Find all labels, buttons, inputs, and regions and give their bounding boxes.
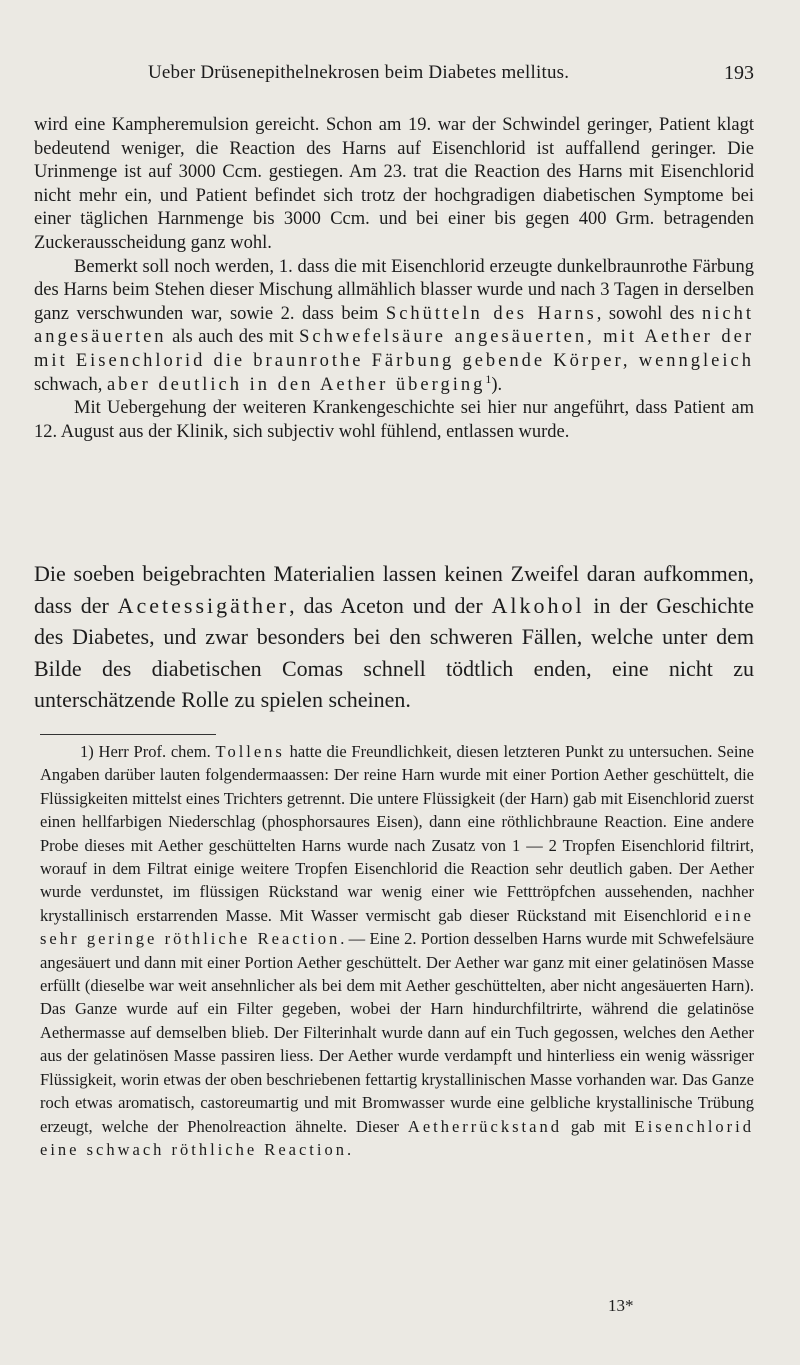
spaced-term: Aetherrückstand bbox=[407, 1116, 562, 1136]
footnote bbox=[40, 740, 754, 1161]
paragraph-2-text: als auch des mit bbox=[166, 327, 300, 348]
spaced-phrase: nicht angesäuerten bbox=[34, 303, 754, 348]
conclusion-text: , das Aceton und der bbox=[289, 592, 492, 618]
footnote-text: gab mit bbox=[561, 1116, 635, 1136]
footnote-body bbox=[40, 740, 754, 1161]
footnote-marker: 1) bbox=[80, 742, 94, 761]
paragraph-2-text: schwach, bbox=[34, 374, 107, 395]
conclusion-paragraph bbox=[34, 558, 754, 716]
paragraph-2-text: , sowohl des bbox=[596, 303, 702, 324]
footnote-text: Herr Prof. chem. bbox=[98, 742, 216, 761]
footnote-divider bbox=[40, 734, 216, 735]
running-head: Ueber Drüsenepithelnekrosen beim Diabetes mellitus. bbox=[148, 62, 570, 83]
footnote-text: . — Eine 2. Portion desselben Harns wurde mit Schwefelsäure angesäuert und dann mit einer Portion Aether geschüttelt. Der Aether war ganz mit einer gelatinösen Masse erfüllt (dieselbe war weit ansehnlicher als bei dem mit Aether geschüttelten, aber nicht angesäuerten Harn). Das Ganze wurde auf ein Filter gegeben, wobei der Harn hindurchfiltrirte, während die gelatinöse Aethermasse auf demselben blieb. Der Filterinhalt wurde dann auf ein Tuch gegossen, welches den Aether aus der gelatinösen Masse passiren liess. Der Aether wurde verdampft und hinterliess ein wenig wässriger Flüssigkeit, worin etwas der oben beschriebenen fettartig krystallinischen Masse vorhanden war. Das Ganze roch etwas aromatisch, castoreumartig und mit Bromwasser wurde eine gelbliche krystallinische Trübung erzeugt, welche der Phenolreaction ähnelte. Dieser bbox=[40, 929, 754, 1136]
spaced-phrase: Schwefelsäure angesäuerten, mit Aether der mit Eisenchlorid die braunrothe Färbung gebende Körper, wenngleich bbox=[34, 327, 754, 371]
spaced-phrase: Eisenchlorid eine schwach röthliche Reaction bbox=[40, 1116, 755, 1159]
conclusion-text: Die soeben beigebrachten Materialien lassen keinen Zweifel daran aufkommen, dass der bbox=[34, 561, 754, 618]
footnote-text: . bbox=[346, 1139, 352, 1159]
spaced-term: Acetessigäther bbox=[117, 592, 290, 618]
paragraph-2 bbox=[34, 256, 754, 398]
page-number: 193 bbox=[724, 62, 754, 84]
paragraph-2-end: ). bbox=[491, 374, 503, 395]
spaced-phrase: aber deutlich in den Aether überging bbox=[106, 374, 486, 395]
footnote-reference: 1 bbox=[485, 371, 492, 386]
spaced-phrase: eine sehr geringe röthliche Reaction bbox=[40, 905, 754, 949]
spaced-name: Tollens bbox=[215, 742, 285, 761]
signature-mark: 13* bbox=[608, 1296, 634, 1315]
footnote-text: hatte die Freundlichkeit, diesen letzteren Punkt zu untersuchen. Seine Angaben darüber lauten folgendermaassen: Der reine Harn wurde mit einer Portion Aether geschüttelt, die Flüssigkeiten mittelst eines Trichters getrennt. Die untere Flüssigkeit (der Harn) gab mit Eisenchlorid zuerst einen hellfarbigen Niederschlag (phosphorsaures Eisen), dann eine röthlichbraune Reaction. Eine andere Probe dieses mit Aether geschüttelten Harns wurde nach Zusatz von 1 — 2 Tropfen Eisenchlorid filtrirt, worauf in dem Filtrat einige weitere Tropfen Eisenchlorid die Reaction sehr deutlich gaben. Der Aether wurde verdunstet, im flüssigen Rückstand war wenig einer wie Fetttröpfchen aussehenden, nachher krystallinisch erstarrenden Masse. Mit Wasser vermischt gab dieser Rückstand mit Eisenchlorid bbox=[40, 742, 754, 925]
paragraph-3: Mit Uebergehung der weiteren Krankengeschichte sei hier nur angeführt, dass Patient am 12. August aus der Klinik, sich subjectiv wohl fühlend, entlassen wurde. bbox=[34, 398, 754, 442]
main-text bbox=[34, 114, 754, 444]
spaced-term: Alkohol bbox=[491, 592, 585, 618]
spaced-phrase: Schütteln des Harns bbox=[385, 303, 597, 324]
paragraph-1: wird eine Kampheremulsion gereicht. Schon am 19. war der Schwindel geringer, Patient klagt bedeutend weniger, die Reaction des Harns auf Eisenchlorid ist auffallend geringer. Die Urinmenge ist auf 3000 Ccm. gestiegen. Am 23. trat die Reaction des Harns mit Eisenchlorid nicht mehr ein, und Patient befindet sich trotz der hochgradigen diabetischen Symptome bei einer täglichen Harnmenge bis 3000 Ccm. und bei einer bis gegen 400 Grm. betragenden Zuckerausscheidung ganz wohl. bbox=[34, 115, 754, 253]
conclusion-text: in der Geschichte des Diabetes, und zwar besonders bei den schweren Fällen, welche unter dem Bilde des diabetischen Comas schnell tödtlich enden, eine nicht zu unterschätzende Rolle zu spielen scheinen. bbox=[34, 592, 754, 712]
paragraph-2-text: Bemerkt soll noch werden, 1. dass die mit Eisenchlorid erzeugte dunkelbraunrothe Färbung des Harns beim Stehen dieser Mischung allmählich blasser wurde und nach 3 Tagen in derselben ganz verschwunden war, sowie 2. dass beim bbox=[34, 256, 754, 324]
page-header bbox=[34, 62, 754, 90]
